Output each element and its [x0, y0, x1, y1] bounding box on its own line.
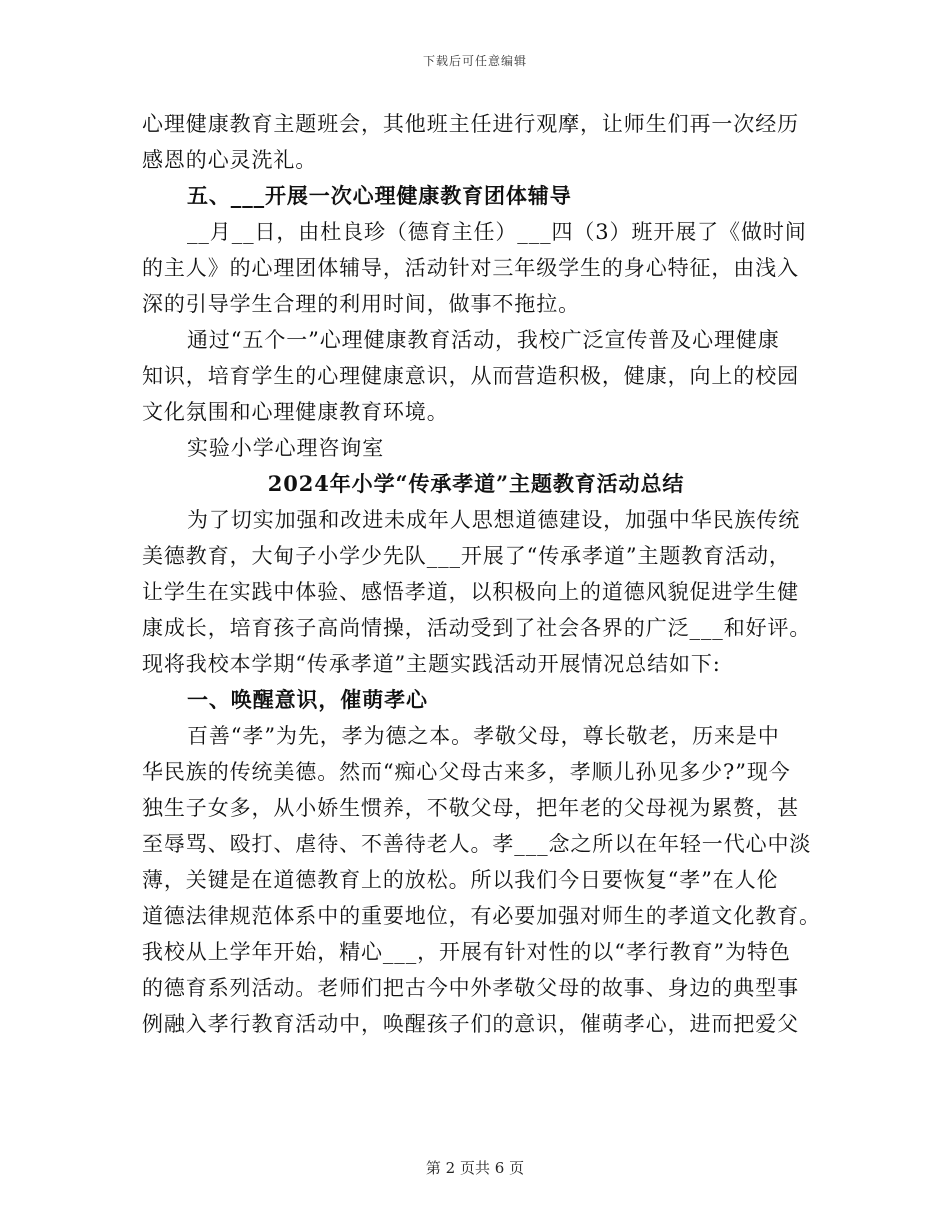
body-line: 知识，培育学生的心理健康意识，从而营造积极，健康，向上的校园 [142, 364, 799, 388]
body-line: 文化氛围和心理健康教育环境。 [142, 400, 449, 424]
signature-line: 实验小学心理咨询室 [187, 436, 385, 460]
document-title: 2024年小学“传承孝道”主题教育活动总结 [267, 471, 685, 496]
body-line: 美德教育，大甸子小学少先队___开展了“传承孝道”主题教育活动， [142, 544, 791, 568]
body-line: 深的引导学生合理的利用时间，做事不拖拉。 [142, 292, 580, 316]
body-line: 例融入孝行教育活动中，唤醒孩子们的意识，催萌孝心，进而把爱父 [142, 1012, 799, 1036]
body-line: 的德育系列活动。老师们把古今中外孝敬父母的故事、身边的典型事 [142, 976, 799, 1000]
body-line: 让学生在实践中体验、感悟孝道，以积极向上的道德风貌促进学生健 [142, 580, 799, 604]
body-line: 现将我校本学期“传承孝道”主题实践活动开展情况总结如下: [142, 652, 721, 676]
section-heading: 一、唤醒意识，催萌孝心 [187, 687, 428, 712]
body-line: 的主人》的心理团体辅导，活动针对三年级学生的身心特征，由浅入 [142, 256, 799, 280]
body-line: __月__日，由杜良珍（德育主任）___四（3）班开展了《做时间 [187, 220, 807, 244]
body-line: 道德法律规范体系中的重要地位，有必要加强对师生的孝道文化教育。 [142, 904, 821, 928]
section-heading: 五、___开展一次心理健康教育团体辅导 [187, 183, 572, 208]
body-line: 华民族的传统美德。然而“痴心父母古来多，孝顺儿孙见多少?”现今 [142, 760, 791, 784]
body-line: 感恩的心灵洗礼。 [142, 148, 318, 172]
page-footer: 第 2 页共 6 页 [425, 1159, 525, 1177]
body-line: 心理健康教育主题班会，其他班主任进行观摩，让师生们再一次经历 [142, 112, 799, 136]
body-line: 通过“五个一”心理健康教育活动，我校广泛宣传普及心理健康 [187, 328, 780, 352]
body-line: 我校从上学年开始，精心___，开展有针对性的以“孝行教育”为特色 [142, 940, 791, 964]
body-line: 薄，关键是在道德教育上的放松。所以我们今日要恢复“孝”在人伦 [142, 868, 779, 892]
body-line: 百善“孝”为先，孝为德之本。孝敬父母，尊长敬老，历来是中 [187, 724, 780, 748]
document-body [142, 106, 821, 1042]
body-line: 独生子女多，从小娇生惯养，不敬父母，把年老的父母视为累赘，甚 [142, 796, 799, 820]
body-line: 康成长，培育孩子高尚情操，活动受到了社会各界的广泛___和好评。 [142, 616, 812, 640]
page-header: 下载后可任意编辑 [422, 54, 527, 68]
body-line: 为了切实加强和改进未成年人思想道德建设，加强中华民族传统 [187, 508, 801, 532]
body-line: 至辱骂、殴打、虐待、不善待老人。孝___念之所以在年轻一代心中淡 [142, 832, 812, 856]
